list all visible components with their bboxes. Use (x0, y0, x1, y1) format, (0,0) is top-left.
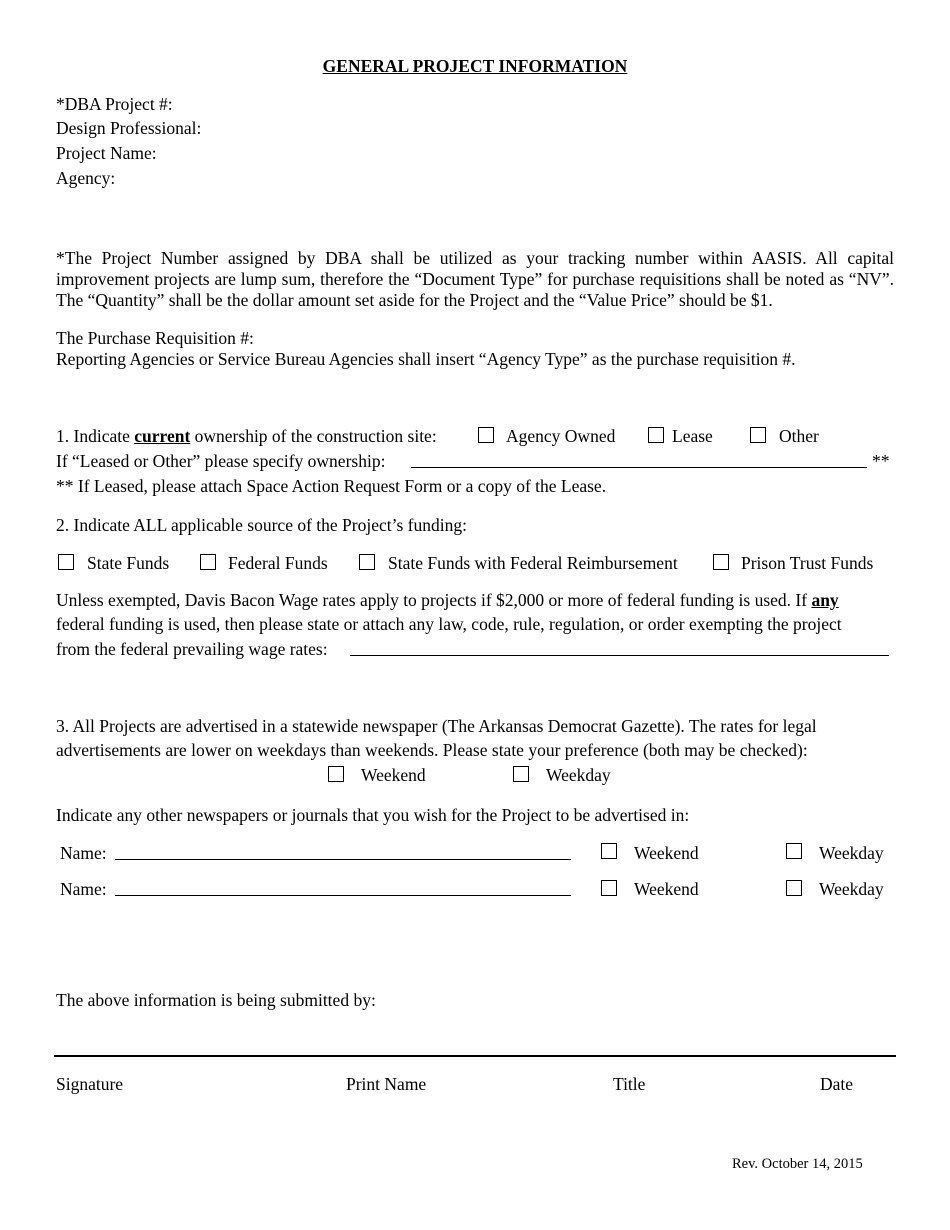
q1-ownership-question (56, 428, 437, 446)
print-name-label: Print Name (346, 1074, 427, 1094)
state-federal-reimbursement-label: State Funds with Federal Reimbursement (388, 553, 678, 573)
purchase-requisition-label: The Purchase Requisition #: (56, 328, 254, 348)
date-label: Date (820, 1074, 854, 1094)
q2-funding-question: 2. Indicate ALL applicable source of the Project’s funding: (56, 515, 467, 535)
davis-bacon-emphasis: any (811, 590, 839, 610)
project-name-label: Project Name: (56, 143, 157, 163)
lease-label: Lease (672, 426, 713, 446)
q1-emphasis: current (134, 426, 191, 446)
q3-advertising-line-2: advertisements are lower on weekdays than weekends. Please state your preference (both may be checked): (56, 740, 808, 760)
statewide-weekday-label: Weekday (546, 765, 611, 785)
statewide-weekday-checkbox[interactable] (513, 766, 529, 782)
state-federal-reimbursement-checkbox[interactable] (359, 554, 375, 570)
newspaper-name-label-1: Name: (60, 843, 107, 863)
statewide-weekend-label: Weekend (361, 765, 426, 785)
ownership-specify-mark: ** (872, 451, 890, 471)
agency-label: Agency: (56, 168, 116, 188)
agency-owned-label: Agency Owned (506, 426, 616, 446)
exemption-line[interactable] (350, 655, 889, 656)
davis-bacon-line-3: from the federal prevailing wage rates: (56, 639, 328, 659)
davis-bacon-text-a: Unless exempted, Davis Bacon Wage rates apply to projects if $2,000 or more of federal funding is used. If (56, 590, 812, 610)
title-label: Title (613, 1074, 646, 1094)
lease-checkbox[interactable] (648, 427, 664, 443)
newspaper-name-line-2[interactable] (115, 895, 571, 896)
newspaper-1-weekday-checkbox[interactable] (786, 843, 802, 859)
state-funds-label: State Funds (87, 553, 170, 573)
project-number-note: *The Project Number assigned by DBA shall be utilized as your tracking number within AASIS. All capital improvement projects are lump sum, therefore the “Document Type” for purchase requisitions shall be noted as “NV”. The “Quantity” shall be the dollar amount set aside for the Project and the “Value Price” should be $1. (56, 248, 894, 310)
signature-label: Signature (56, 1074, 124, 1094)
agency-owned-checkbox[interactable] (478, 427, 494, 443)
design-professional-label: Design Professional: (56, 118, 202, 138)
newspaper-2-weekend-label: Weekend (634, 879, 699, 899)
signature-line[interactable] (54, 1055, 896, 1057)
page-title: GENERAL PROJECT INFORMATION (322, 56, 628, 76)
newspaper-2-weekend-checkbox[interactable] (601, 880, 617, 896)
federal-funds-checkbox[interactable] (200, 554, 216, 570)
newspaper-1-weekday-label: Weekday (819, 843, 884, 863)
other-label: Other (779, 426, 819, 446)
prison-trust-funds-label: Prison Trust Funds (741, 553, 874, 573)
revision-date: Rev. October 14, 2015 (732, 1156, 863, 1172)
ownership-specify-label: If “Leased or Other” please specify ownership: (56, 451, 386, 471)
prison-trust-funds-checkbox[interactable] (713, 554, 729, 570)
state-funds-checkbox[interactable] (58, 554, 74, 570)
q1-suffix: ownership of the construction site: (190, 426, 437, 446)
submitted-by-label: The above information is being submitted by: (56, 990, 376, 1010)
davis-bacon-line-2: federal funding is used, then please state or attach any law, code, rule, regulation, or order exempting the project (56, 614, 842, 634)
newspaper-2-weekday-checkbox[interactable] (786, 880, 802, 896)
federal-funds-label: Federal Funds (228, 553, 328, 573)
other-newspapers-label: Indicate any other newspapers or journals that you wish for the Project to be advertised in: (56, 805, 690, 825)
lease-footnote: ** If Leased, please attach Space Action Request Form or a copy of the Lease. (56, 476, 607, 496)
statewide-weekend-checkbox[interactable] (328, 766, 344, 782)
newspaper-name-line-1[interactable] (115, 859, 571, 860)
newspaper-name-label-2: Name: (60, 879, 107, 899)
q1-prefix: 1. Indicate (56, 426, 135, 446)
purchase-requisition-note: Reporting Agencies or Service Bureau Agencies shall insert “Agency Type” as the purchase requisition #. (56, 349, 796, 369)
davis-bacon-line-1 (56, 592, 894, 610)
q3-advertising-line-1: 3. All Projects are advertised in a statewide newspaper (The Arkansas Democrat Gazette). The rates for legal (56, 716, 817, 736)
newspaper-1-weekend-label: Weekend (634, 843, 699, 863)
dba-project-number-label: *DBA Project #: (56, 94, 173, 114)
other-checkbox[interactable] (750, 427, 766, 443)
newspaper-2-weekday-label: Weekday (819, 879, 884, 899)
ownership-specify-line[interactable] (411, 467, 867, 468)
newspaper-1-weekend-checkbox[interactable] (601, 843, 617, 859)
